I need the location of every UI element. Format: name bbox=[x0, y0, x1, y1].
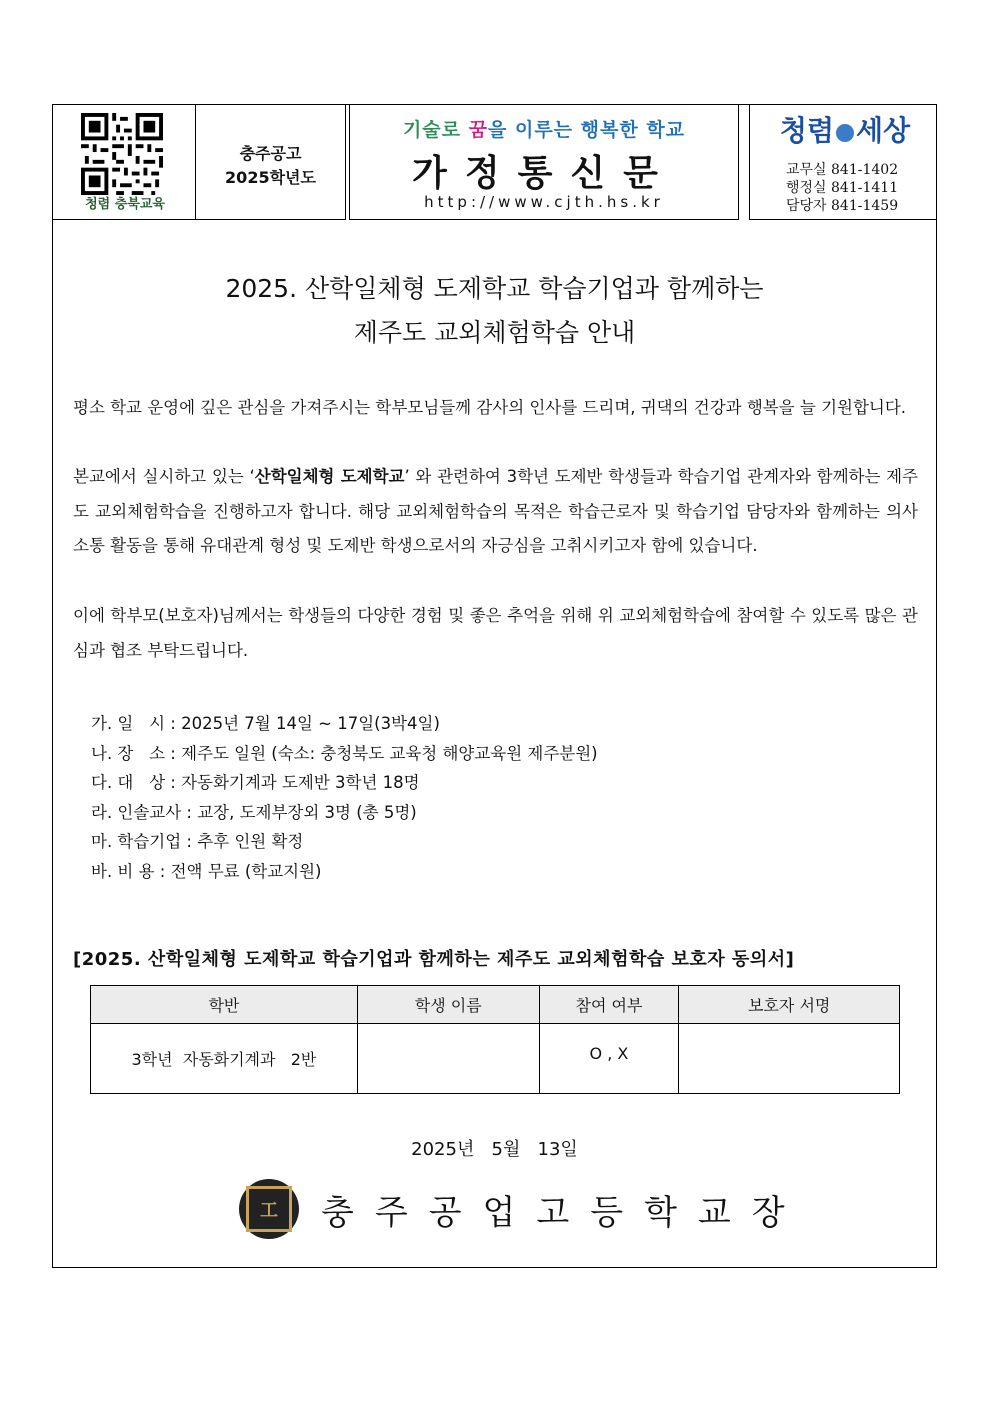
contact-line: 담당자 841-1459 bbox=[786, 198, 899, 214]
brand-logo bbox=[770, 109, 920, 149]
brand-part2: 세상 bbox=[856, 114, 911, 147]
details-list bbox=[91, 709, 598, 886]
cell-participation[interactable]: O , X bbox=[539, 1024, 679, 1094]
qr-cell bbox=[53, 105, 196, 220]
detail-teachers: 라. 인솔교사 : 교장, 도제부장외 3명 (총 5명) bbox=[91, 802, 417, 822]
title-line2: 제주도 교외체험학습 안내 bbox=[353, 318, 636, 347]
school-year: 2025학년도 bbox=[225, 168, 316, 187]
paragraph-greeting: 평소 학교 운영에 깊은 관심을 가져주시는 학부모님들께 감사의 인사를 드리며, 귀댁의 건강과 행복을 늘 기원합니다. bbox=[73, 398, 907, 417]
table-row bbox=[91, 1024, 900, 1094]
qr-caption: 청렴 충북교육 bbox=[85, 197, 165, 212]
slogan-part3: 을 이루는 행복한 학교 bbox=[488, 119, 686, 141]
consent-header-row bbox=[91, 986, 900, 1024]
purpose-post: ’ 와 관련하여 3학년 도제반 학생들과 학습기업 관계자와 함께하는 제주도 교외체험학습을 진행하고자 합니다. 해당 교외체험학습의 목적은 학습근로자 및 학습기업 담당자와 함께하는 의사소통 활동을 통해 유대관계 형성 및 도제반 학생으로서의 자긍심을 고취시키고자 함에 있습니다. bbox=[73, 467, 918, 555]
slogan-part2: 꿈 bbox=[468, 119, 488, 141]
school-seal-icon bbox=[239, 1179, 299, 1239]
program-name: 산학일체형 도제학교 bbox=[254, 467, 405, 486]
consent-table bbox=[90, 985, 900, 1094]
issue-date: 2025년 5월 13일 bbox=[411, 1139, 578, 1160]
contact-line: 교무실 841-1402 bbox=[786, 162, 899, 178]
detail-place: 나. 장 소 : 제주도 일원 (숙소: 충청북도 교육청 해양교육원 제주분원) bbox=[91, 743, 598, 763]
contact-cell bbox=[749, 105, 936, 220]
seal-mark: 工 bbox=[246, 1186, 292, 1232]
detail-date: 가. 일 시 : 2025년 7월 14일 ~ 17일(3박4일) bbox=[91, 714, 440, 733]
purpose-pre: 본교에서 실시하고 있는 ‘ bbox=[73, 467, 255, 486]
slogan bbox=[350, 115, 738, 142]
detail-cost: 바. 비 용 : 전액 무료 (학교지원) bbox=[91, 861, 322, 881]
newsletter-frame bbox=[52, 104, 937, 1268]
contact-line: 행정실 841-1411 bbox=[786, 180, 899, 196]
col-participation: 참여 여부 bbox=[539, 986, 679, 1024]
title-line1: 2025. 산학일체형 도제학교 학습기업과 함께하는 bbox=[225, 274, 764, 303]
cell-student-name[interactable] bbox=[357, 1024, 539, 1094]
contact-list bbox=[786, 161, 898, 215]
cell-guardian-signature[interactable] bbox=[679, 1024, 900, 1094]
signature-block bbox=[239, 1177, 806, 1241]
school-name: 충주공고 bbox=[239, 144, 302, 163]
principal-signature: 충주공업고등학교장 bbox=[321, 1192, 806, 1233]
consent-title: [2025. 산학일체형 도제학교 학습기업과 함께하는 제주도 교외체험학습 보호자 동의서] bbox=[73, 949, 795, 970]
detail-company: 마. 학습기업 : 추후 인원 확정 bbox=[91, 832, 304, 851]
slogan-part1: 기술로 bbox=[402, 119, 469, 141]
qr-code-icon bbox=[81, 113, 163, 195]
detail-target: 다. 대 상 : 자동화기계과 도제반 3학년 18명 bbox=[91, 773, 420, 792]
document-title bbox=[53, 267, 936, 355]
col-guardian-signature: 보호자 서명 bbox=[679, 986, 900, 1024]
cell-class: 3학년 자동화기계과 2반 bbox=[91, 1024, 358, 1094]
school-url[interactable]: http://www.cjth.hs.kr bbox=[424, 193, 664, 211]
brand-part1: 청렴 bbox=[779, 114, 834, 147]
col-class: 학반 bbox=[91, 986, 358, 1024]
newsletter-title: 가정통신문 bbox=[412, 153, 676, 194]
integrity-emblem-icon bbox=[836, 124, 854, 142]
col-student-name: 학생 이름 bbox=[357, 986, 539, 1024]
paragraph-request: 이에 학부모(보호자)님께서는 학생들의 다양한 경험 및 좋은 추억을 위해 위 교외체험학습에 참여할 수 있도록 많은 관심과 협조 부탁드립니다. bbox=[73, 606, 918, 660]
school-cell bbox=[196, 105, 346, 220]
paragraph-purpose bbox=[73, 460, 918, 564]
header-gap bbox=[739, 105, 749, 220]
title-cell bbox=[349, 105, 739, 220]
